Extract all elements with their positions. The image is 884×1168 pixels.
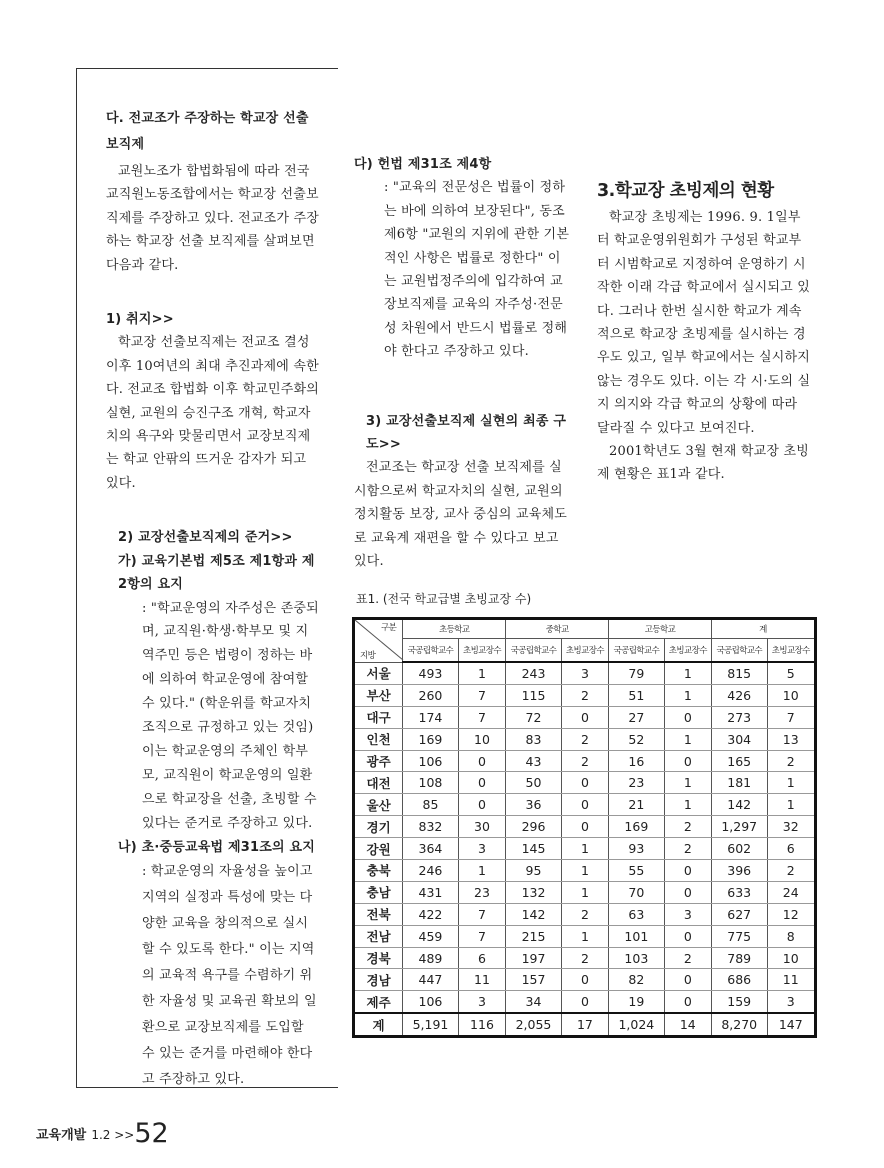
corner-bottom-label: 지방 [360, 650, 376, 661]
value-cell: 0 [458, 794, 505, 816]
value-cell: 174 [403, 706, 459, 728]
value-cell: 2 [664, 947, 711, 969]
value-cell: 1 [664, 772, 711, 794]
value-cell: 142 [711, 794, 767, 816]
region-cell: 계 [354, 1013, 403, 1036]
value-cell: 260 [403, 684, 459, 706]
value-cell: 2 [561, 947, 608, 969]
table-row [354, 728, 816, 750]
value-cell: 1,297 [711, 816, 767, 838]
value-cell: 181 [711, 772, 767, 794]
table-row [354, 684, 816, 706]
value-cell: 115 [506, 684, 562, 706]
section-3-paragraph-2: 2001학년도 3월 현재 학교장 초빙제 현황은 표1과 같다. [597, 444, 810, 483]
group-header-total: 계 [711, 619, 815, 639]
value-cell: 85 [403, 794, 459, 816]
value-cell: 0 [664, 925, 711, 947]
left-rule [76, 68, 77, 1088]
table-row [354, 706, 816, 728]
region-cell: 경북 [354, 947, 403, 969]
region-cell: 인천 [354, 728, 403, 750]
value-cell: 147 [767, 1013, 816, 1036]
table-row [354, 662, 816, 684]
value-cell: 1 [664, 662, 711, 684]
value-cell: 197 [506, 947, 562, 969]
region-cell: 전남 [354, 925, 403, 947]
value-cell: 157 [506, 969, 562, 991]
subhead-schools: 국공립학교수 [609, 639, 665, 663]
table-body [354, 662, 816, 1037]
page-number: 52 [134, 1118, 169, 1149]
table-corner-cell [354, 619, 403, 663]
value-cell: 273 [711, 706, 767, 728]
value-cell: 3 [458, 991, 505, 1013]
value-cell: 7 [458, 706, 505, 728]
value-cell: 83 [506, 728, 562, 750]
final-heading: 3) 교장선출보직제 실현의 최종 구도>> [366, 413, 567, 453]
value-cell: 1 [458, 860, 505, 882]
value-cell: 2,055 [506, 1013, 562, 1036]
value-cell: 169 [403, 728, 459, 750]
value-cell: 32 [767, 816, 816, 838]
value-cell: 106 [403, 991, 459, 1013]
value-cell: 101 [609, 925, 665, 947]
value-cell: 6 [767, 838, 816, 860]
value-cell: 215 [506, 925, 562, 947]
value-cell: 0 [664, 881, 711, 903]
section-3-paragraph-1: 학교장 초빙제는 1996. 9. 1일부터 학교운영위원회가 구성된 학교부터 시범학교로 지정하여 운영하기 시작한 이래 각급 학교에서 실시되고 있다. 그러나 한번 실시한 학교가 계속적으로 학교장 초빙제를 실시하는 경우도 있고, 일부 학교에서는 실시하지 않는 경우도 있다. 이는 각 시·도의 실지 의지와 각급 학교의 상황에 따라 달라질 수 있다고 보여진다. [597, 210, 811, 436]
value-cell: 0 [561, 772, 608, 794]
value-cell: 1 [664, 684, 711, 706]
value-cell: 1 [664, 728, 711, 750]
value-cell: 51 [609, 684, 665, 706]
value-cell: 1 [458, 662, 505, 684]
value-cell: 52 [609, 728, 665, 750]
value-cell: 1 [561, 860, 608, 882]
value-cell: 1 [664, 794, 711, 816]
value-cell: 5 [767, 662, 816, 684]
final-body: 전교조는 학교장 선출 보직제를 실시함으로써 학교자치의 실현, 교원의 정치활동 보장, 교사 중심의 교육체도로 교육계 재편을 할 수 있다고 보고 있다. [354, 460, 568, 570]
table-caption: 표1. (전국 학교급별 초빙교장 수) [356, 592, 532, 606]
value-cell: 11 [767, 969, 816, 991]
value-cell: 633 [711, 881, 767, 903]
value-cell: 832 [403, 816, 459, 838]
value-cell: 165 [711, 750, 767, 772]
value-cell: 70 [609, 881, 665, 903]
basis-ga-heading: 가) 교육기본법 제5조 제1항과 제2항의 요지 [118, 553, 315, 593]
value-cell: 815 [711, 662, 767, 684]
region-cell: 전북 [354, 903, 403, 925]
value-cell: 145 [506, 838, 562, 860]
value-cell: 10 [458, 728, 505, 750]
table-row [354, 903, 816, 925]
value-cell: 2 [561, 684, 608, 706]
value-cell: 19 [609, 991, 665, 1013]
value-cell: 3 [664, 903, 711, 925]
footer-issue: 1.2 >> [91, 1128, 135, 1142]
value-cell: 447 [403, 969, 459, 991]
value-cell: 789 [711, 947, 767, 969]
value-cell: 0 [561, 706, 608, 728]
value-cell: 63 [609, 903, 665, 925]
value-cell: 79 [609, 662, 665, 684]
value-cell: 10 [767, 947, 816, 969]
footer-brand: 교육개발 [36, 1128, 87, 1143]
table-row [354, 947, 816, 969]
region-cell: 대구 [354, 706, 403, 728]
value-cell: 2 [664, 816, 711, 838]
value-cell: 82 [609, 969, 665, 991]
group-header-high: 고등학교 [609, 619, 712, 639]
value-cell: 95 [506, 860, 562, 882]
value-cell: 5,191 [403, 1013, 459, 1036]
principal-invitation-table [352, 617, 817, 1038]
region-cell: 광주 [354, 750, 403, 772]
value-cell: 2 [561, 750, 608, 772]
value-cell: 7 [458, 925, 505, 947]
value-cell: 132 [506, 881, 562, 903]
value-cell: 1 [561, 881, 608, 903]
value-cell: 243 [506, 662, 562, 684]
value-cell: 0 [664, 706, 711, 728]
value-cell: 396 [711, 860, 767, 882]
value-cell: 8,270 [711, 1013, 767, 1036]
value-cell: 7 [767, 706, 816, 728]
value-cell: 17 [561, 1013, 608, 1036]
value-cell: 246 [403, 860, 459, 882]
value-cell: 296 [506, 816, 562, 838]
value-cell: 422 [403, 903, 459, 925]
value-cell: 23 [458, 881, 505, 903]
value-cell: 16 [609, 750, 665, 772]
value-cell: 34 [506, 991, 562, 1013]
value-cell: 459 [403, 925, 459, 947]
top-rule [76, 68, 338, 69]
subhead-invited: 초빙교장수 [767, 639, 816, 663]
value-cell: 55 [609, 860, 665, 882]
value-cell: 21 [609, 794, 665, 816]
group-header-elementary: 초등학교 [403, 619, 506, 639]
basis-heading: 2) 교장선출보직제의 준거>> [118, 530, 293, 546]
table-total-row [354, 1013, 816, 1036]
region-cell: 서울 [354, 662, 403, 684]
value-cell: 0 [458, 750, 505, 772]
value-cell: 30 [458, 816, 505, 838]
value-cell: 0 [561, 991, 608, 1013]
value-cell: 0 [561, 794, 608, 816]
subhead-invited: 초빙교장수 [458, 639, 505, 663]
value-cell: 1 [561, 925, 608, 947]
value-cell: 159 [711, 991, 767, 1013]
region-cell: 강원 [354, 838, 403, 860]
purpose-body: 학교장 선출보직제는 전교조 결성 이후 10여년의 최대 추진과제에 속한다. 전교조 합법화 이후 학교민주화의 실현, 교원의 승진구조 개혁, 학교자치의 욕구와 맞물리면서 교장보직제는 학교 안팎의 뜨거운 감자가 되고 있다. [106, 335, 320, 491]
value-cell: 11 [458, 969, 505, 991]
value-cell: 106 [403, 750, 459, 772]
value-cell: 116 [458, 1013, 505, 1036]
value-cell: 0 [664, 750, 711, 772]
region-cell: 울산 [354, 794, 403, 816]
value-cell: 108 [403, 772, 459, 794]
value-cell: 0 [664, 860, 711, 882]
value-cell: 1 [767, 794, 816, 816]
table-row [354, 969, 816, 991]
section-3-title: 3.학교장 초빙제의 현황 [597, 181, 774, 201]
value-cell: 489 [403, 947, 459, 969]
table-row [354, 991, 816, 1013]
value-cell: 24 [767, 881, 816, 903]
value-cell: 426 [711, 684, 767, 706]
table-row [354, 925, 816, 947]
column-1 [106, 106, 320, 1087]
value-cell: 493 [403, 662, 459, 684]
value-cell: 10 [767, 684, 816, 706]
table-row [354, 881, 816, 903]
value-cell: 627 [711, 903, 767, 925]
value-cell: 775 [711, 925, 767, 947]
value-cell: 0 [664, 969, 711, 991]
value-cell: 13 [767, 728, 816, 750]
basis-na-heading: 나) 초·중등교육법 제31조의 요지 [118, 839, 316, 855]
page-footer [36, 1118, 169, 1149]
column-2 [354, 106, 570, 570]
value-cell: 0 [561, 969, 608, 991]
region-cell: 경남 [354, 969, 403, 991]
value-cell: 7 [458, 903, 505, 925]
subhead-invited: 초빙교장수 [561, 639, 608, 663]
value-cell: 142 [506, 903, 562, 925]
region-cell: 경기 [354, 816, 403, 838]
region-cell: 충남 [354, 881, 403, 903]
value-cell: 23 [609, 772, 665, 794]
value-cell: 7 [458, 684, 505, 706]
region-cell: 충북 [354, 860, 403, 882]
value-cell: 36 [506, 794, 562, 816]
value-cell: 3 [561, 662, 608, 684]
value-cell: 103 [609, 947, 665, 969]
value-cell: 2 [767, 750, 816, 772]
group-header-middle: 중학교 [506, 619, 609, 639]
section-d-title: 다. 전교조가 주장하는 학교장 선출 보직제 [106, 111, 309, 152]
table-row [354, 794, 816, 816]
column-3 [597, 106, 813, 487]
basis-da-body: : "교육의 전문성은 법률이 정하는 바에 의하여 보장된다", 동조 제6항 "교원의 지위에 관한 기본적인 사항은 법률로 정한다" 이는 교원법정주의에 입각하여 교장보직제를 교육의 자주성·전문성 차원에서 반드시 법률로 정해야 한다고 주장하고 있다. [384, 180, 570, 360]
region-cell: 제주 [354, 991, 403, 1013]
value-cell: 2 [561, 903, 608, 925]
subhead-schools: 국공립학교수 [506, 639, 562, 663]
value-cell: 2 [767, 860, 816, 882]
value-cell: 431 [403, 881, 459, 903]
value-cell: 14 [664, 1013, 711, 1036]
value-cell: 3 [767, 991, 816, 1013]
value-cell: 6 [458, 947, 505, 969]
value-cell: 72 [506, 706, 562, 728]
table-row [354, 860, 816, 882]
basis-na-body: : 학교운영의 자율성을 높이고 지역의 실정과 특성에 맞는 다양한 교육을 창의적으로 실시할 수 있도록 한다." 이는 지역의 교육적 욕구를 수렴하기 위한 자율성 및 교육권 확보의 일환으로 교장보직제를 도입할 수 있는 준거를 마련해야 한다고 주장하고 있다. [142, 863, 317, 1087]
corner-top-label: 구분 [380, 623, 397, 633]
value-cell: 2 [561, 728, 608, 750]
region-cell: 대전 [354, 772, 403, 794]
value-cell: 8 [767, 925, 816, 947]
table-row [354, 772, 816, 794]
value-cell: 1 [767, 772, 816, 794]
value-cell: 2 [664, 838, 711, 860]
subhead-schools: 국공립학교수 [403, 639, 459, 663]
value-cell: 12 [767, 903, 816, 925]
value-cell: 304 [711, 728, 767, 750]
region-cell: 부산 [354, 684, 403, 706]
value-cell: 0 [561, 816, 608, 838]
value-cell: 602 [711, 838, 767, 860]
value-cell: 364 [403, 838, 459, 860]
value-cell: 686 [711, 969, 767, 991]
value-cell: 43 [506, 750, 562, 772]
table-row [354, 750, 816, 772]
basis-ga-body: : "학교운영의 자주성은 존중되며, 교직원·학생·학부모 및 지역주민 등은 법령이 정하는 바에 의하여 학교운영에 참여할 수 있다." (학운위를 학교자치 조직으로 규정하고 있는 것임) 이는 학교운영의 주체인 학부모, 교직원이 학교운영의 일환으로 학교장을 선출, 초빙할 수 있다는 준거로 주장하고 있다. [142, 600, 319, 831]
table-row [354, 816, 816, 838]
value-cell: 27 [609, 706, 665, 728]
section-d-intro: 교원노조가 합법화됨에 따라 전국교직원노동조합에서는 학교장 선출보직제를 주장하고 있다. 전교조가 주장하는 학교장 선출 보직제를 살펴보면 다음과 같다. [106, 164, 320, 273]
value-cell: 1 [561, 838, 608, 860]
value-cell: 169 [609, 816, 665, 838]
value-cell: 3 [458, 838, 505, 860]
value-cell: 1,024 [609, 1013, 665, 1036]
value-cell: 50 [506, 772, 562, 794]
subhead-schools: 국공립학교수 [711, 639, 767, 663]
basis-da-heading: 다) 헌법 제31조 제4항 [354, 157, 492, 172]
table-row [354, 838, 816, 860]
value-cell: 0 [664, 991, 711, 1013]
value-cell: 93 [609, 838, 665, 860]
value-cell: 0 [458, 772, 505, 794]
subhead-invited: 초빙교장수 [664, 639, 711, 663]
purpose-heading: 1) 취지>> [106, 312, 174, 328]
